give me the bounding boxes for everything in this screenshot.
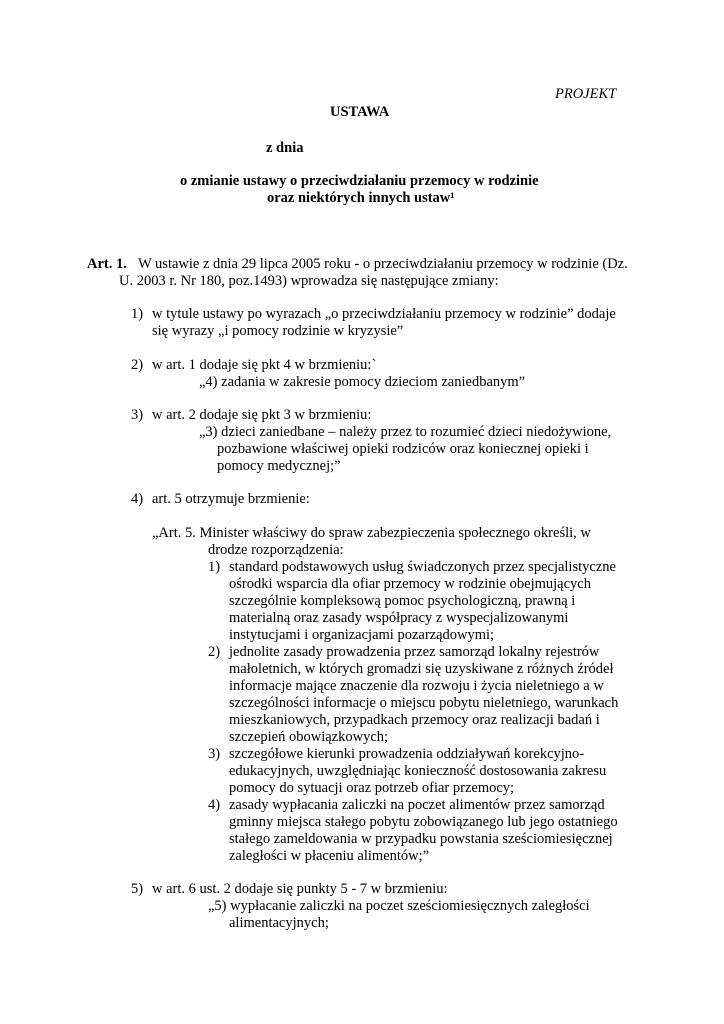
item-2-quote: „4) zadania w zakresie pomocy dzieciom zaniedbanym” <box>199 374 526 390</box>
item-5-quote-line-2: alimentacyjnych; <box>229 915 329 931</box>
sub-3-line-1: szczegółowe kierunki prowadzenia oddziaływań korekcyjno- <box>229 746 585 762</box>
item-4-line-1: art. 5 otrzymuje brzmienie: <box>152 491 310 507</box>
item-5-number: 5) <box>131 881 144 897</box>
item-5-line-1: w art. 6 ust. 2 dodaje się punkty 5 - 7 w brzmieniu: <box>152 881 448 897</box>
sub-3-line-3: pomocy do sytuacji oraz potrzeb ofiar przemocy; <box>229 780 515 796</box>
sub-2-number: 2) <box>208 644 221 660</box>
article-label: Art. 1. <box>87 256 127 272</box>
sub-2-line-3: informacje mające znaczenie dla rozwoju i życia nieletniego a w <box>229 678 604 694</box>
document-title: USTAWA <box>330 104 390 120</box>
sub-4-number: 4) <box>208 797 221 813</box>
sub-1-line-3: szczególnie kompleksową pomoc psychologiczną, prawną i <box>229 593 576 609</box>
item-1-number: 1) <box>131 306 144 322</box>
sub-2-line-1: jednolite zasady prowadzenia przez samorząd lokalny rejestrów <box>229 644 600 660</box>
sub-2-line-5: mieszkaniowych, przypadkach przemocy oraz realizacji badań i <box>229 712 600 728</box>
item-5-quote-line-1: „5) wypłacanie zaliczki na poczet sześciomiesięcznych zaległości <box>208 898 590 914</box>
item-3-quote-line-3: pomocy medycznej;” <box>217 458 341 474</box>
sub-4-line-2: gminny miejsca stałego pobytu zobowiązanego lub jego ostatniego <box>229 814 618 830</box>
item-2-line-1: w art. 1 dodaje się pkt 4 w brzmieniu:` <box>152 357 377 373</box>
subtitle-line-2: oraz niektórych innych ustaw¹ <box>267 190 455 206</box>
sub-1-line-1: standard podstawowych usług świadczonych przez specjalistyczne <box>229 559 616 575</box>
item-3-quote-line-2: pozbawione właściwej opieki rodziców oraz koniecznej opieki i <box>217 441 589 457</box>
sub-1-line-2: ośrodki wsparcia dla ofiar przemocy w rodzinie obejmujących <box>229 576 591 592</box>
article-intro-line-2: U. 2003 r. Nr 180, poz.1493) wprowadza się następujące zmiany: <box>119 273 499 289</box>
sub-2-line-2: małoletnich, w których gromadzi się uzyskiwane z różnych źródeł <box>229 661 614 677</box>
item-2-number: 2) <box>131 357 144 373</box>
projekt-label: PROJEKT <box>555 86 617 102</box>
sub-1-line-4: materialną oraz zasady współpracy z wyspecjalizowanymi <box>229 610 569 626</box>
item-1-line-1: w tytule ustawy po wyrazach „o przeciwdziałaniu przemocy w rodzinie” dodaje <box>152 306 616 322</box>
sub-3-number: 3) <box>208 746 221 762</box>
item-3-quote-line-1: „3) dzieci zaniedbane – należy przez to rozumieć dzieci niedożywione, <box>199 424 612 440</box>
article-intro-line-1: W ustawie z dnia 29 lipca 2005 roku - o przeciwdziałaniu przemocy w rodzinie (Dz. <box>138 256 628 272</box>
sub-1-line-5: instytucjami i organizacjami pozarządowymi; <box>229 627 495 643</box>
sub-2-line-6: szczepień obowiązkowych; <box>229 729 389 745</box>
item-4-number: 4) <box>131 491 144 507</box>
item-3-line-1: w art. 2 dodaje się pkt 3 w brzmieniu: <box>152 407 372 423</box>
sub-1-number: 1) <box>208 559 221 575</box>
sub-4-line-3: stałego zameldowania w przypadku powstania sześciomiesięcznej <box>229 831 613 847</box>
item-1-line-2: się wyrazy „i pomocy rodzinie w kryzysie” <box>152 323 404 339</box>
sub-2-line-4: szczególności informacje o miejscu pobytu nieletniego, warunkach <box>229 695 619 711</box>
item-3-number: 3) <box>131 407 144 423</box>
item-4-article-line-2: drodze rozporządzenia: <box>208 542 344 558</box>
sub-4-line-1: zasady wypłacania zaliczki na poczet alimentów przez samorząd <box>229 797 605 813</box>
subtitle-line-1: o zmianie ustawy o przeciwdziałaniu przemocy w rodzinie <box>180 173 539 189</box>
item-4-article-line-1: „Art. 5. Minister właściwy do spraw zabezpieczenia społecznego określi, w <box>152 525 591 541</box>
date-line: z dnia <box>266 140 304 156</box>
sub-4-line-4: zaległości w płaceniu alimentów;” <box>229 848 430 864</box>
sub-3-line-2: edukacyjnych, uwzględniając konieczność dostosowania zakresu <box>229 763 607 779</box>
